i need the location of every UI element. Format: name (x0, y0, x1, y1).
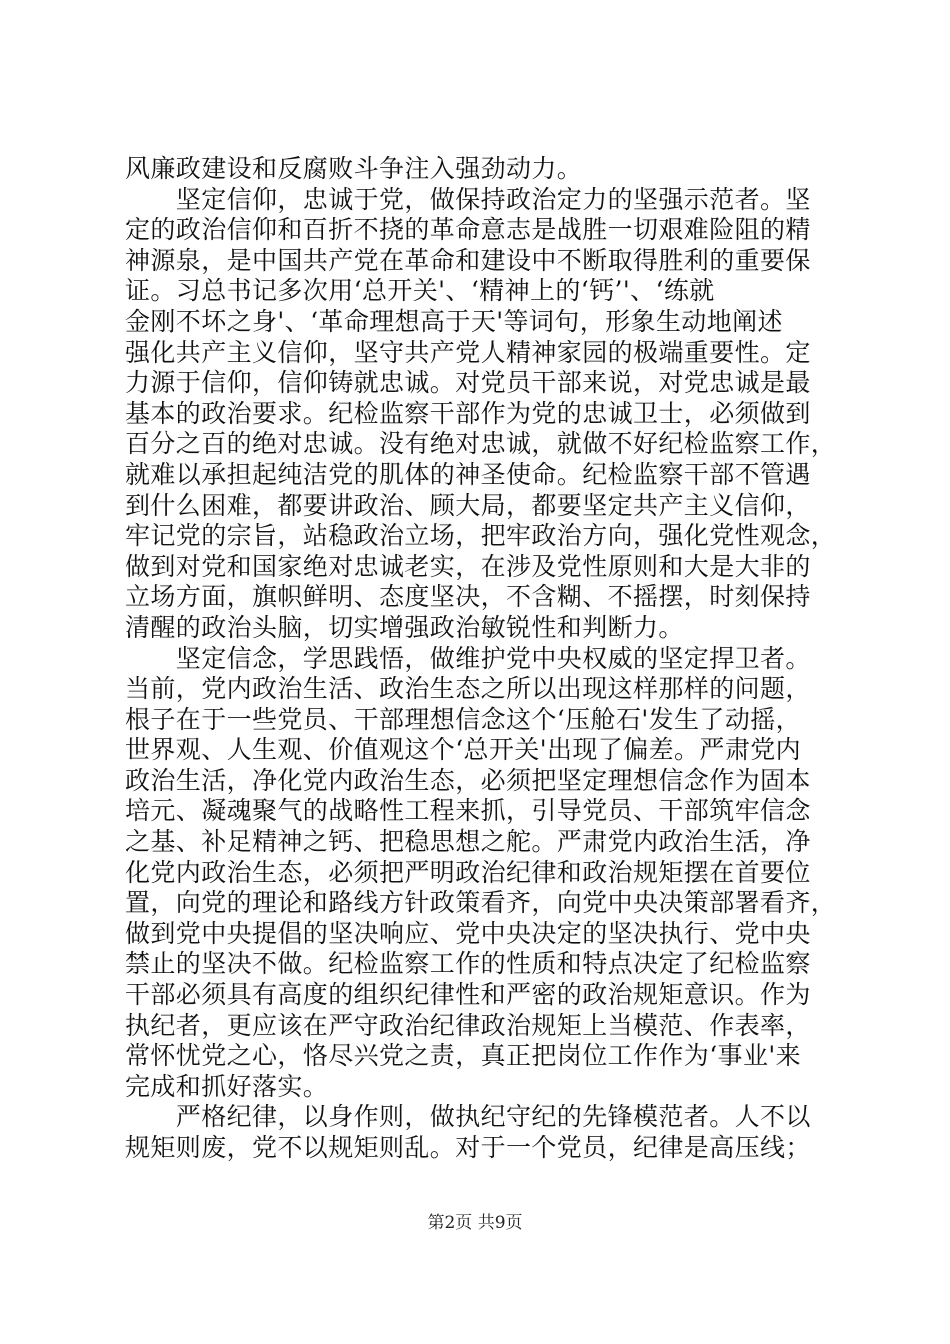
text-line: 百分之百的绝对忠诚。没有绝对忠诚，就做不好纪检监察工作， (125, 429, 837, 459)
text-line: 金刚不坏之身'、‘革命理想高于天'等词句，形象生动地阐述 (125, 306, 783, 336)
text-line: 坚定信念，学思践悟，做维护党中央权威的坚定捍卫者。 (125, 643, 811, 673)
text-line: 严格纪律，以身作则，做执纪守纪的先锋模范者。人不以 (125, 1102, 811, 1132)
text-line: 政治生活，净化党内政治生态，必须把坚定理想信念作为固本 (125, 765, 811, 795)
page-footer (0, 1212, 950, 1234)
text-line: 化党内政治生态，必须把严明政治纪律和政治规矩摆在首要位 (125, 857, 811, 887)
text-line: 禁止的坚决不做。纪检监察工作的性质和特点决定了纪检监察 (125, 949, 811, 979)
text-line: 到什么困难，都要讲政治、顾大局，都要坚定共产主义信仰， (125, 490, 811, 520)
text-line: 当前，党内政治生活、政治生态之所以出现这样那样的问题， (125, 674, 811, 704)
text-line: 基本的政治要求。纪检监察干部作为党的忠诚卫士，必须做到 (125, 398, 811, 428)
text-line: 执纪者，更应该在严守政治纪律政治规矩上当模范、作表率， (125, 1010, 811, 1040)
text-line: 之基、补足精神之钙、把稳思想之舵。严肃党内政治生活，净 (125, 827, 811, 857)
text-line: 坚定信仰，忠诚于党，做保持政治定力的坚强示范者。坚 (125, 184, 811, 214)
text-line: 强化共产主义信仰，坚守共产党人精神家园的极端重要性。定 (125, 337, 811, 367)
text-line: 干部必须具有高度的组织纪律性和严密的政治规矩意识。作为 (125, 980, 811, 1010)
text-line: 力源于信仰，信仰铸就忠诚。对党员干部来说，对党忠诚是最 (125, 368, 811, 398)
text-line: 做到党中央提倡的坚决响应、党中央决定的坚决执行、党中央 (125, 918, 811, 948)
text-line: 培元、凝魂聚气的战略性工程来抓，引导党员、干部筑牢信念 (125, 796, 811, 826)
text-line: 做到对党和国家绝对忠诚老实，在涉及党性原则和大是大非的 (125, 551, 811, 581)
text-line: 常怀忧党之心，恪尽兴党之责，真正把岗位工作作为‘事业'来 (125, 1041, 802, 1071)
text-line: 完成和抓好落实。 (125, 1071, 329, 1101)
text-line: 根子在于一些党员、干部理想信念这个‘压舱石'发生了动摇， (125, 704, 802, 734)
document-body (125, 154, 845, 1164)
text-line: 神源泉，是中国共产党在革命和建设中不断取得胜利的重要保 (125, 245, 811, 275)
text-line: 规矩则废，党不以规矩则乱。对于一个党员，纪律是高压线； (125, 1133, 811, 1162)
text-line: 清醒的政治头脑，切实增强政治敏锐性和判断力。 (125, 612, 684, 642)
text-line: 定的政治信仰和百折不挠的革命意志是战胜一切艰难险阻的精 (125, 215, 811, 245)
text-line: 证。习总书记多次用‘总开关'、‘精神上的‘钙’'、‘练就 (125, 276, 715, 306)
text-line: 世界观、人生观、价值观这个‘总开关'出现了偏差。严肃党内 (125, 735, 802, 765)
text-line: 牢记党的宗旨，站稳政治立场，把牢政治方向，强化党性观念， (125, 521, 837, 551)
text-line: 置，向党的理论和路线方针政策看齐，向党中央决策部署看齐， (125, 888, 837, 918)
text-line: 风廉政建设和反腐败斗争注入强劲动力。 (125, 154, 583, 183)
text-line: 立场方面，旗帜鲜明、态度坚决，不含糊、不摇摆，时刻保持 (125, 582, 811, 612)
page-number: 第2页 共9页 (427, 1213, 523, 1233)
text-line: 就难以承担起纯洁党的肌体的神圣使命。纪检监察干部不管遇 (125, 459, 811, 489)
